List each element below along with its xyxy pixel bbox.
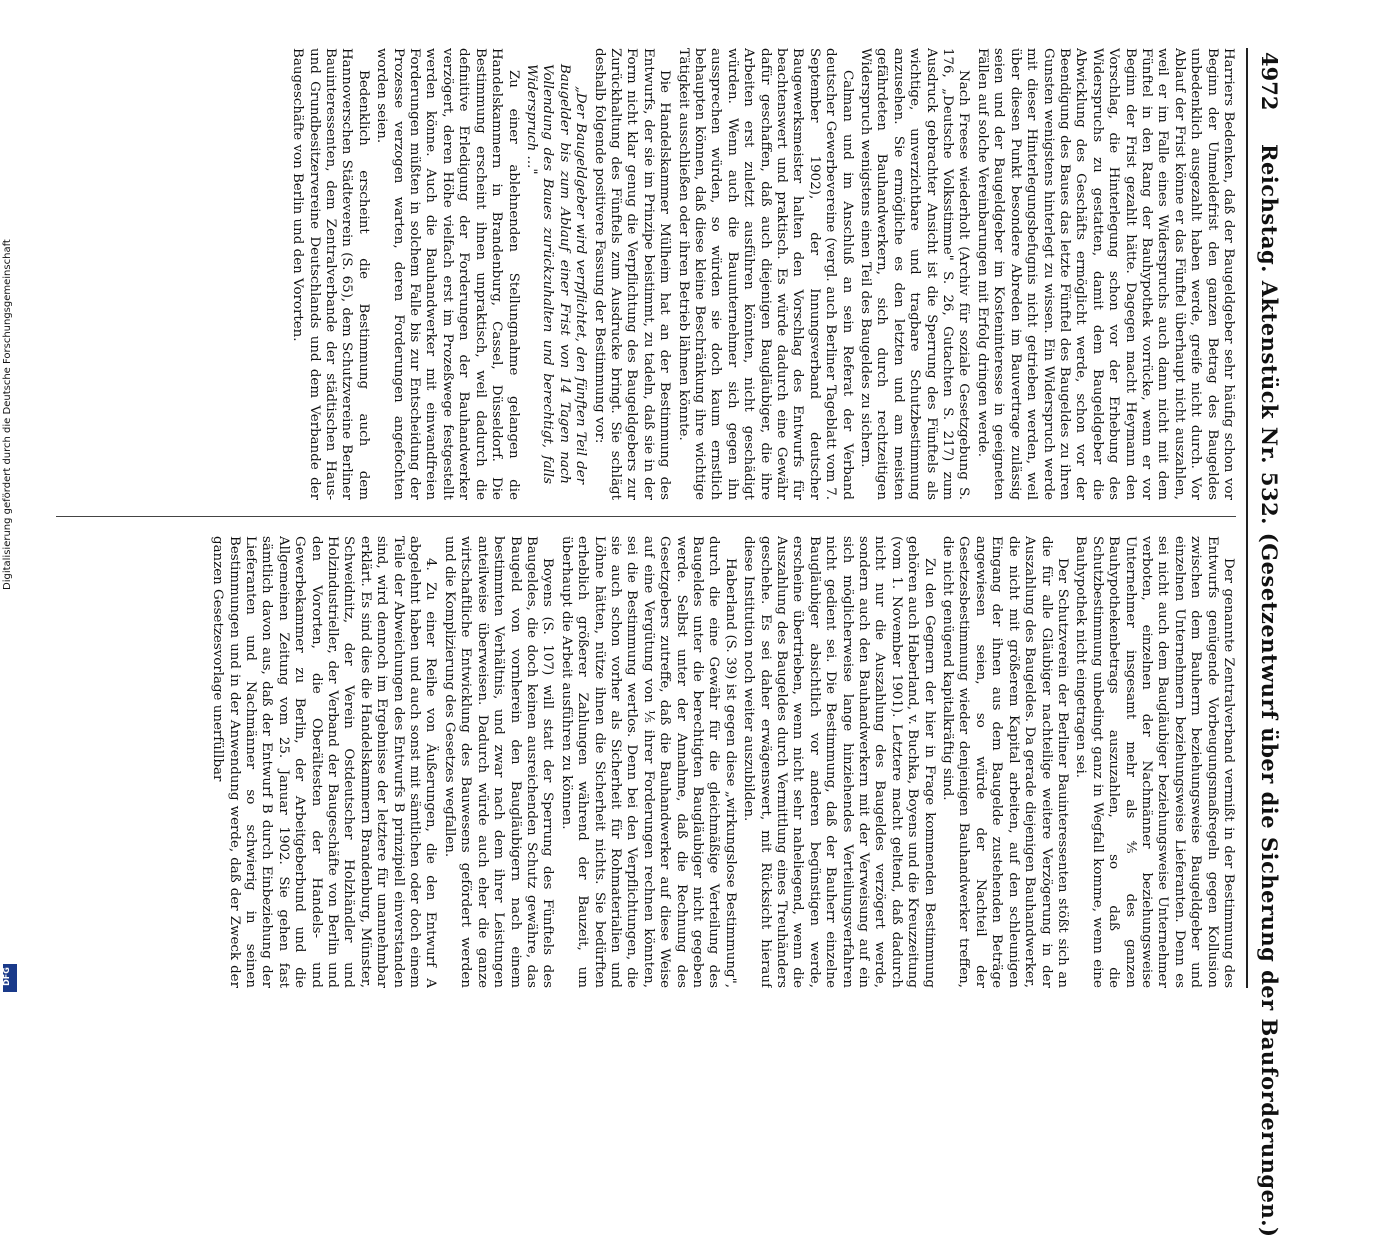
rotated-page (43, 48, 1288, 1237)
dfg-logo-text: DFG (1, 967, 11, 986)
paragraph: Der genannte Zentralverband vermißt in der Bestimmung des Entwurfs genügende Vorbeugungsmaßregeln gegen Kollusion zwischen dem Bauherrn beziehungsweise Baugeldgeber und einzelnen Unternehmern beziehungsweise Lieferanten. Denn es sei nicht auch dem Baugläubiger beziehungsweise Unternehmer verboten, einzelnen der Nachmänner beziehungsweise Unternehmer insgesamt mehr als ⅘ des ganzen Bauhypothekenbetrags auszuzahlen, so daß die Schutzbestimmung unbedingt ganz in Wegfall komme, wenn eine Bauhypothek nicht eingetragen sei. (1073, 536, 1236, 988)
paragraph: Harriers Bedenken, daß der Baugeldgeber sehr häufig schon vor Beginn der Unmeldefrist den ganzen Betrag des Baugeldes unbedenklich ausgezahlt haben werde, greife nicht durch. Vor Ablauf der Frist könne er das Fünftel überhaupt nicht auszahlen, weil er im Falle eines Widerspruchs auch dann nicht mit dem Fünftel in den Rang der Bauhypothek vorrücke, wenn er vor Beginn der Frist gezahlt hätte. Dagegen macht Heymann den Vorschlag, die Hinterlegung schon vor der Erhebung des Widerspruchs zu gestatten, damit dem Baugeldgeber die Abwicklung des Geschäfts ermöglicht werde, schon vor der Beendigung des Baues das letzte Fünftel des Baugeldes zu ihren Gunsten wenigstens hinterlegt zu wissen. Ein Widerspruch werde mit dieser Hinterlegungsbefugnis nicht getrieben werden, weil über diesen Punkt besondere Abreden im Bauvertrage zulässig seien und der Baugeldgeber im Kosteninteresse in geeigneten Fällen auf solche Vereinbarungen mit Erfolg dringen werde. (974, 48, 1236, 500)
funding-note: Digitalisierung gefördert durch die Deutsche Forschungsgemeinschaft (2, 239, 13, 590)
paragraph: Zu einer ablehnenden Stellungnahme gelangen die Handelskammern in Brandenburg, Cassel, Düsseldorf. Die Bestimmung erscheint ihnen unpraktisch, weil dadurch die definitive Erledigung der Forderungen der Bauhandwerker verzögert, deren Höhe vielfach erst im Prozeßwege festgestellt werden könne. Auch die Bauhandwerker mit einwandfreien Forderungen müßten in solchem Falle bis zur Entscheidung der Prozesse verzogen warten, deren Forderungen angefochten worden seien. (374, 48, 521, 500)
left-column (56, 48, 1236, 500)
dfg-logo (3, 964, 17, 992)
page-header (1246, 48, 1288, 1237)
paragraph: Haberland (S. 39) ist gegen diese „wirkungslose Bestimmung", durch die eine Gewähr für die gleichmäßige Verteilung des Baugeldes unter die berechtigten Baugläubiger nicht gegeben werde. Selbst unter der Annahme, daß die Rechnung des Gesetzgebers zutreffe, daß die Bauhandwerker auf diese Weise auf eine Vergütung von ⅕ ihrer Forderungen rechnen könnten, sei die Bestimmung wertlos. Denn bei den Verpflichtungen, die sie auch schon vorher als Sicherheit für Rohmaterialien und Löhne hätten, nütze ihnen die Sicherheit nichts. Sie bedürften erheblich größerer Zahlungen während der Bauzeit, um überhaupt die Arbeit ausführen zu können. (558, 536, 738, 988)
paragraph: Zu den Gegnern der hier in Frage kommenden Bestimmung gehören auch Haberland, v. Buchka, Boyens und die Kreuzzeitung (vom 1. November 1901). Letztere macht geltend, daß dadurch nicht nur die Auszahlung des Baugeldes verzögert werde, sondern auch den Bauhandwerkern mit der Verweisung auf ein sich möglicherweise lange hinziehendes Verteilungsverfahren nicht gedient sei. Die Bestimmung, daß der Bauherr einzelne Baugläubiger absichtlich vor anderen begünstigen werde, erscheine übertrieben, wenn nicht sehr naheliegend, wenn die Auszahlung des Baugeldes durch Vermittlung eines Treuhänders geschehe. Es sei daher erwägenswert, mit Rücksicht hierauf diese Institution noch weiter auszubilden. (741, 536, 937, 988)
sidebar (0, 0, 20, 1000)
paragraph: Boyens (S. 107) will statt der Sperrung des Fünftels des Baugeldes, die doch keinen ausreichenden Schutz gewähre, das Baugeld von vornherein den Baugläubigern nach einem bestimmten Verhältnis, und zwar nach dem ihrer Leistungen anteilweise überweisen. Dadurch würde auch eher die ganze wirtschaftliche Entwicklung des Bauwesens gefördert werden und die Komplizierung des Gesetzes wegfallen. (441, 536, 556, 988)
paragraph: Die Handelskammer Mülheim hat an der Bestimmung des Entwurfs, der sie im Prinzipe beistimmt, zu tadeln, daß sie in der Form nicht klar genug die Verpflichtung des Baugeldgebers zur Zurückhaltung des Fünftels zum Ausdrucke bringt. Sie schlägt deshalb folgende positivere Fassung der Bestimmung vor: (591, 48, 673, 500)
page-title: Reichstag. Aktenstück Nr. 532. (Gesetzentwurf über die Sicherung der Bauforderungen.) (1257, 144, 1282, 1237)
quote-paragraph: „Der Baugeldgeber wird verpflichtet, den fünften Teil der Baugelder bis zum Ablauf einer Frist von 14 Tagen nach Vollendung des Baues zurückzuhalten und berechtigt, falls Widerspruch ..." (523, 64, 589, 484)
column-divider (56, 516, 1236, 517)
paragraph: Calman und im Anschluß an sein Referat der Verband deutscher Gewerbevereine (vergl. auch Berliner Tageblatt vom 7. September 1902), der Innungsverband deutscher Baugewerksmeister halten den Vorschlag des Entwurfs für beachtenswert und praktisch. Es würde dadurch eine Gewähr dafür geschaffen, daß auch diejenigen Baugläubiger, die ihre Arbeiten erst zuletzt ausführen könnten, nicht geschädigt würden. Wenn auch die Bauunternehmer sich gegen ihn aussprechen würden, so würden sie doch kaum ernstlich behaupten können, daß diese kleine Beschränkung ihre wichtige Tätigkeit ausschließen oder ihren Betrieb lähmen könnte. (675, 48, 855, 500)
paragraph: 4. Zu einer Reihe von Äußerungen, die den Entwurf A abgelehnt haben und auch sonst mit sämtlichen oder doch einem Teile der Abweichungen des Entwurfs B prinzipiell einverstanden sind, wird dennoch im Ergebnisse der letztere für unannehmbar erklärt. Es sind dies die Handelskammern Brandenburg, Münster, Schweidnitz, der Verein Ostdeutscher Holzhändler und Holzindustrieller, der Verband der Baugeschäfte von Berlin und den Vororten, die Oberältesten der Handels- und Gewerbekammer zu Berlin, der Arbeitgeberbund und die Allgemeinen Zeitung vom 25. Januar 1902. Sie gehen fast sämtlich davon aus, daß der Entwurf B durch Einbeziehung der Lieferanten und Nachmänner so schwierig in seinen Bestimmungen und in der Anwendung werde, daß der Zweck der ganzen Gesetzesvorlage unerfüllbar (210, 536, 439, 988)
right-column (56, 536, 1236, 988)
paragraph: Nach Freese wiederholt (Archiv für soziale Gesetzgebung S. 176, „Deutsche Volksstimme" S. 26, Gutachten S. 217) zum Ausdruck gebrachter Ansicht ist die Sperrung des Fünftels als wichtige, unverzichtbare und tragbare Schutzbestimmung anzusehen. Sie ermögliche es den letzten und am meisten gefährdeten Bauhandwerkern, sich durch rechtzeitigen Widerspruch wenigstens einen Teil des Baugeldes zu sichern. (858, 48, 972, 500)
paragraph: Der Schutzverein der Berliner Bauinteressenten stößt sich an die für alle Gläubiger nachteilige weitere Verzögerung in der Auszahlung des Baugeldes. Da gerade diejenigen Bauhandwerker, die nicht mit größerem Kapital arbeiten, auf den schleunigen Eingang der ihnen aus dem Baugelde zustehenden Beträge angewiesen seien, so würde der Nachteil der Gesetzesbestimmung wieder denjenigen Bauhandwerker treffen, die nicht genügend kapitalkräftig sind. (940, 536, 1070, 988)
page-number: 4972 (1257, 52, 1282, 111)
paragraph: Bedenklich erscheint die Bestimmung auch dem Hannoverschen Städteverein (S. 65), dem Schutzvereine Berliner Bauinteressenten, dem Zentralverbande der städtischen Haus- und Grundbesitzervereine Deutschlands und dem Verbande der Baugeschäfte von Berlin und den Vororten. (290, 48, 371, 500)
